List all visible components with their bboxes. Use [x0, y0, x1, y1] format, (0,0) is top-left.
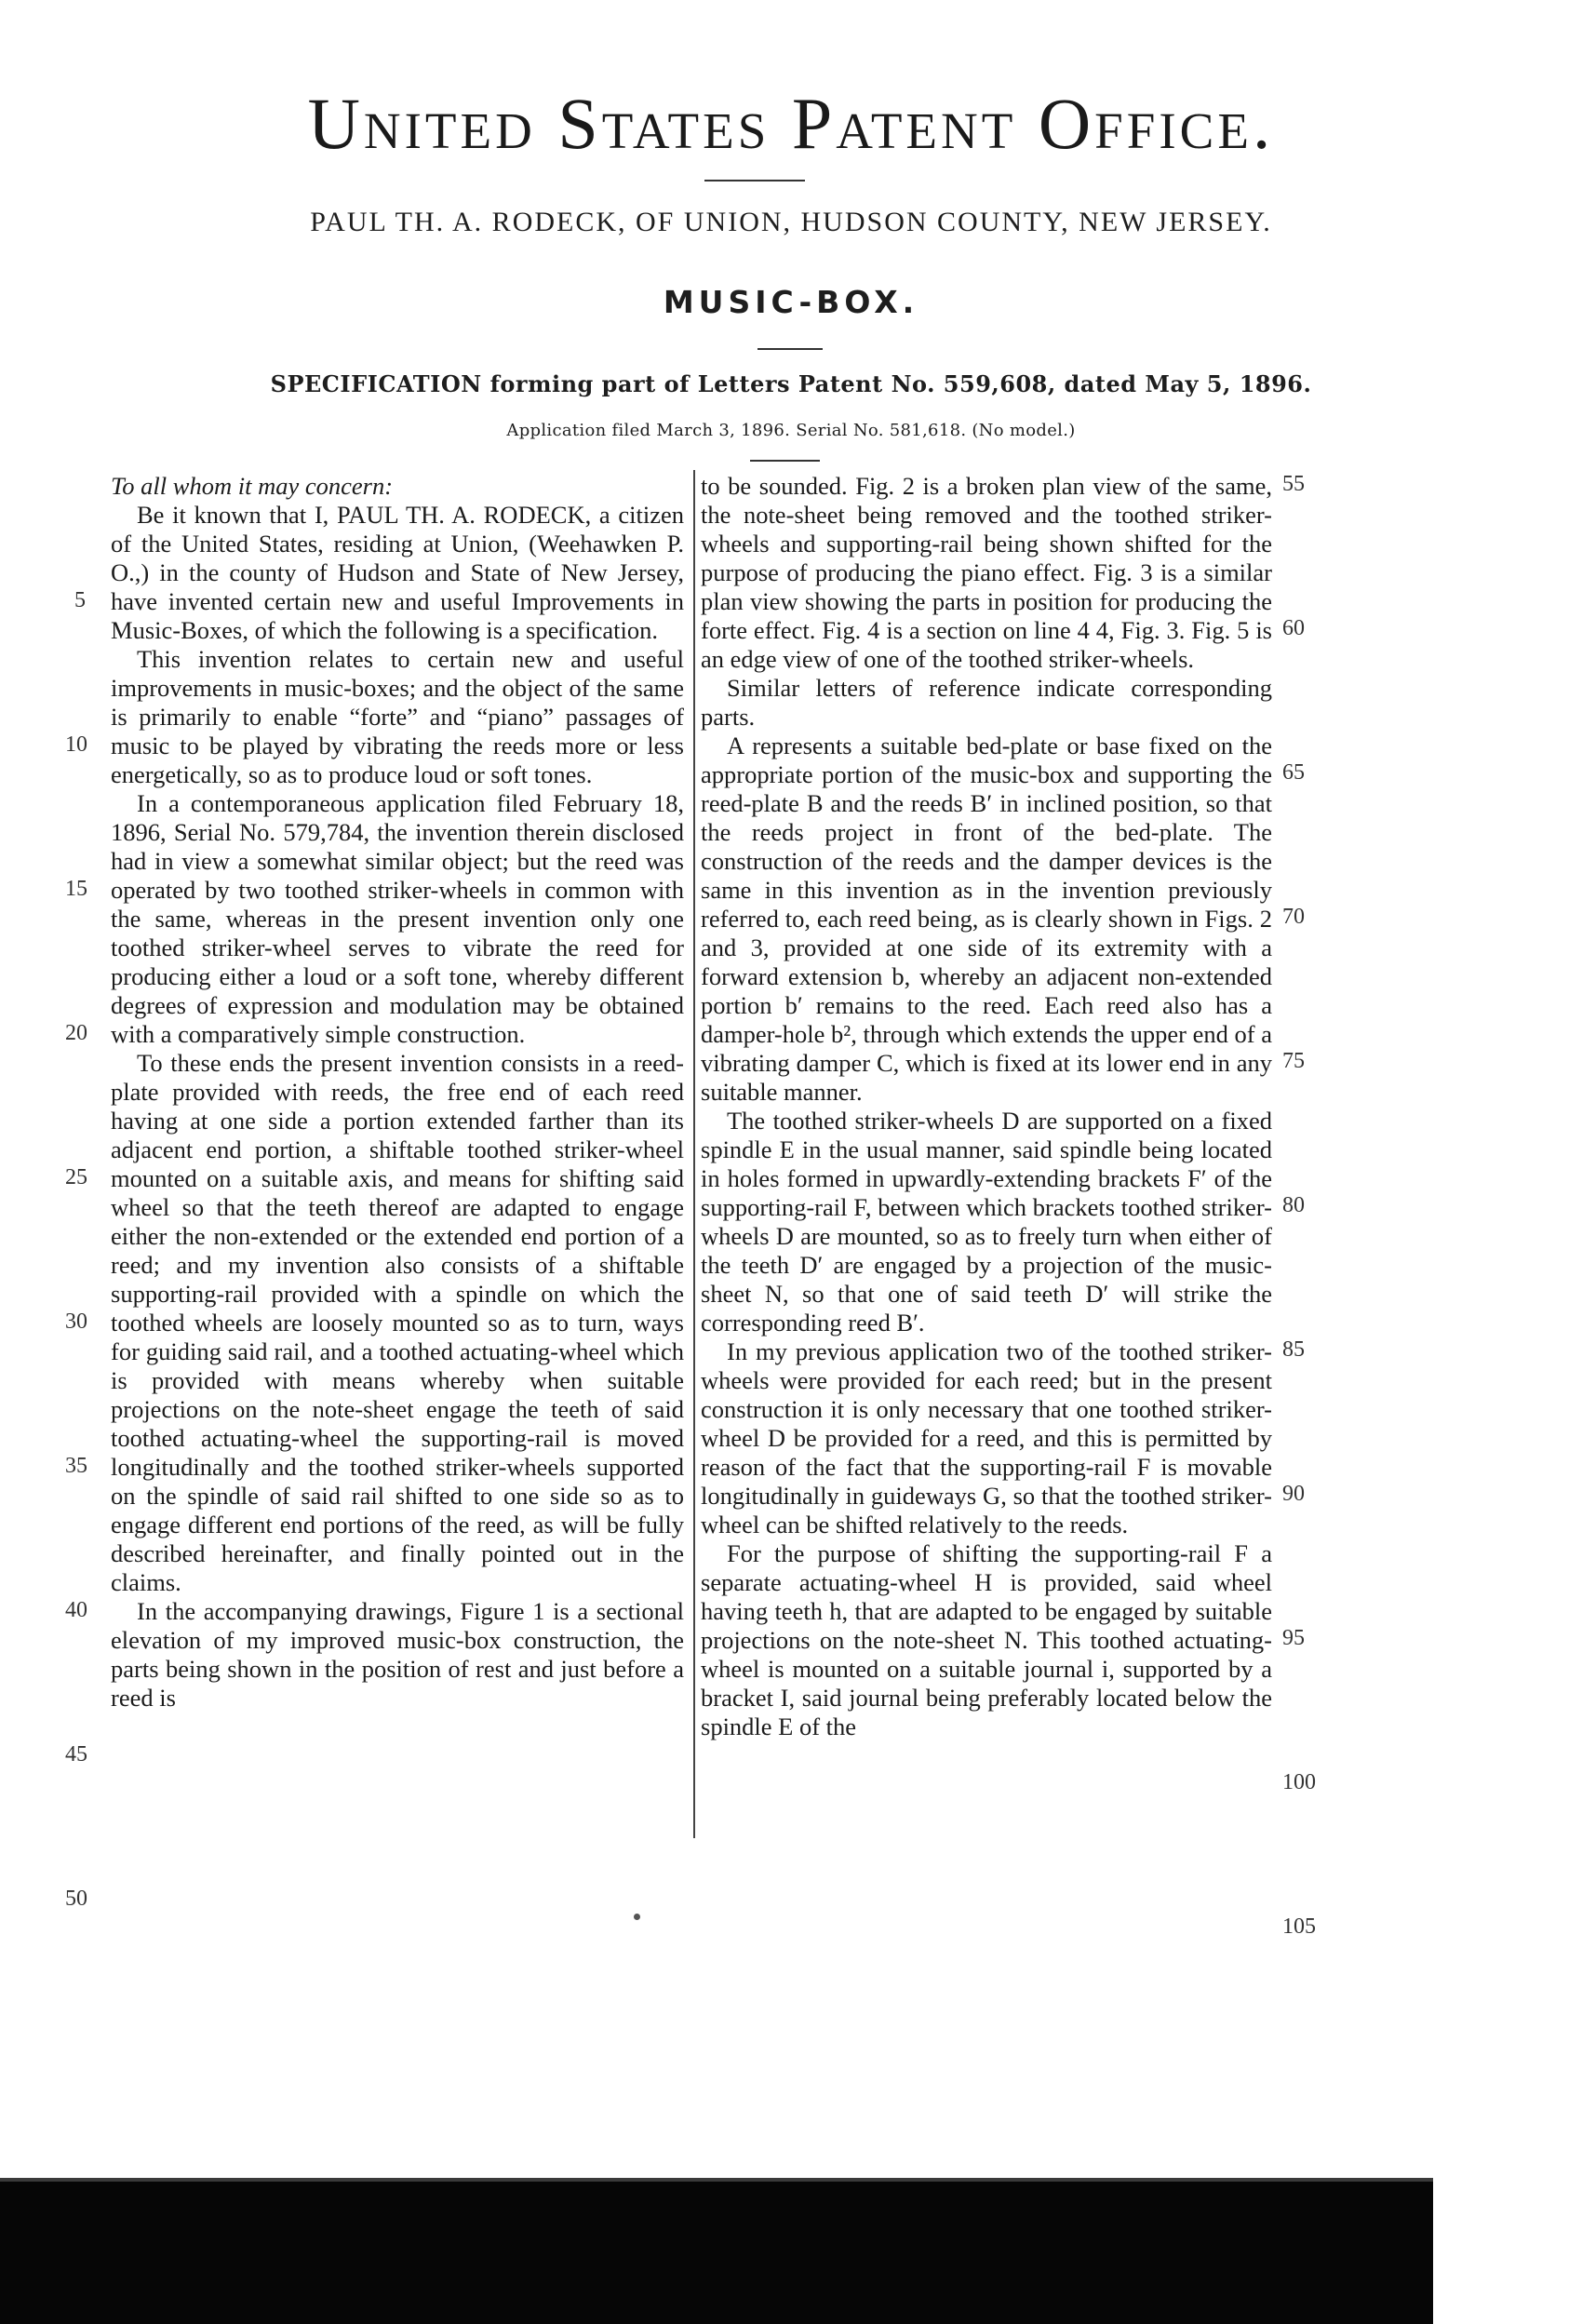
- patent-office-title: United States Patent Office.: [307, 83, 1275, 164]
- line-number: 55: [1282, 472, 1305, 496]
- scan-edge-highlight: [0, 2178, 1433, 2182]
- paragraph: Be it known that I, PAUL TH. A. RODECK, a citizen of the United States, residing at Union, (Weehawken P. O.,) in the county of Hudson and State of New Jersey, have invented certain new and useful Improvements in Music-Boxes, of which the following is a specification.: [111, 501, 684, 644]
- inventor-line: PAUL TH. A. RODECK, OF UNION, HUDSON COUNTY, NEW JERSEY.: [310, 207, 1272, 237]
- paragraph: The toothed striker-wheels D are supported on a fixed spindle E in the usual manner, said spindle being located in holes formed in upwardly-extending brackets F′ of the supporting-rail F, between which brackets toothed striker-wheels D are mounted, so as to freely turn when either of the teeth D′ are engaged by a projection of the music-sheet N, so that one of said teeth D′ will strike the corresponding reed B′.: [701, 1107, 1272, 1337]
- paragraph: This invention relates to certain new and useful improvements in music-boxes; and the object of the same is primarily to enable “forte” and “piano” passages of music to be played by vibrating the reeds more or less energetically, so as to produce loud or soft tones.: [111, 645, 684, 788]
- line-number: 65: [1282, 760, 1305, 785]
- line-number: 20: [65, 1021, 87, 1045]
- line-number: 50: [65, 1887, 87, 1911]
- line-number: 95: [1282, 1626, 1305, 1650]
- right-column: [701, 472, 1272, 1741]
- application-rule: [750, 460, 820, 462]
- line-number: 30: [65, 1310, 87, 1334]
- paragraph: A represents a suitable bed-plate or base fixed on the appropriate portion of the music-box and supporting the reed-plate B and the reeds B′ in inclined position, so that the reeds project in front of the bed-plate. The construction of the reeds and the damper devices is the same in this invention as in the invention previously referred to, each reed being, as is clearly shown in Figs. 2 and 3, provided at one side of its extremity with a forward extension b, whereby an adjacent non-extended portion b′ remains to the reed. Each reed also has a damper-hole b², through which extends the upper end of a vibrating damper C, which is fixed at its lower end in any suitable manner.: [701, 732, 1272, 1106]
- line-number: 10: [65, 732, 87, 757]
- paragraph: Similar letters of reference indicate corresponding parts.: [701, 674, 1272, 731]
- line-number: 15: [65, 877, 87, 901]
- application-line: Application filed March 3, 1896. Serial No. 581,618. (No model.): [506, 421, 1076, 440]
- paragraph: In my previous application two of the toothed striker-wheels were provided for each reed; but in the present construction it is only necessary that one toothed striker-wheel D be provided for a reed, and this is permitted by reason of the fact that the supporting-rail F is movable longitudinally in guideways G, so that the toothed striker-wheel can be shifted relatively to the reeds.: [701, 1337, 1272, 1538]
- scan-edge-band: [0, 2178, 1433, 2324]
- line-number: 100: [1282, 1770, 1316, 1794]
- line-number: 45: [65, 1742, 87, 1767]
- paragraph: For the purpose of shifting the supporting-rail F a separate actuating-wheel H is provided, said wheel having teeth h, that are adapted to be engaged by suitable projections on the note-sheet N. This toothed actuating-wheel is mounted on a suitable journal i, supported by a bracket I, said journal being preferably located below the spindle E of the: [701, 1539, 1272, 1740]
- line-number: 105: [1282, 1914, 1316, 1939]
- title-rule: [704, 180, 805, 181]
- line-number: 90: [1282, 1482, 1305, 1506]
- line-number: 35: [65, 1454, 87, 1478]
- paragraph: To these ends the present invention consists in a reed-plate provided with reeds, the free end of each reed having at one side a portion extended farther than its adjacent end portion, a shiftable toothed striker-wheel mounted on a suitable axis, and means for shifting said wheel so that the teeth thereof are adapted to engage either the non-extended or the extended end portion of a reed; and my invention also consists of a shiftable supporting-rail provided with a spindle on which the toothed wheels are loosely mounted so as to turn, ways for guiding said rail, and a toothed actuating-wheel which is provided with means whereby when suitable projections on the note-sheet engage the teeth of said toothed actuating-wheel the supporting-rail is moved longitudinally and the toothed striker-wheels supported on the spindle of said rail shifted to one side so as to engage different end portions of the reed, as will be fully described hereinafter, and finally pointed out in the claims.: [111, 1049, 684, 1596]
- column-divider: [693, 470, 695, 1838]
- paragraph: to be sounded. Fig. 2 is a broken plan view of the same, the note-sheet being removed and the toothed striker-wheels and supporting-rail being shown shifted for the purpose of producing the piano effect. Fig. 3 is a similar plan view showing the parts in position for producing the forte effect. Fig. 4 is a section on line 4 4, Fig. 3. Fig. 5 is an edge view of one of the toothed striker-wheels.: [701, 472, 1272, 673]
- line-number: 5: [74, 588, 86, 612]
- line-number: 80: [1282, 1193, 1305, 1217]
- invention-title-rule: [757, 348, 823, 350]
- paragraph: In the accompanying drawings, Figure 1 is a sectional elevation of my improved music-box construction, the parts being shown in the position of rest and just before a reed is: [111, 1597, 684, 1712]
- left-column: [111, 472, 684, 1713]
- line-number: 70: [1282, 905, 1305, 929]
- line-number: 75: [1282, 1049, 1305, 1073]
- invention-title: MUSIC-BOX.: [663, 284, 919, 320]
- line-number: 60: [1282, 616, 1305, 640]
- salutation: To all whom it may concern:: [111, 472, 394, 500]
- page-dot: [634, 1914, 640, 1920]
- line-number: 25: [65, 1165, 87, 1189]
- specification-line: SPECIFICATION forming part of Letters Patent No. 559,608, dated May 5, 1896.: [270, 370, 1312, 397]
- paragraph: In a contemporaneous application filed February 18, 1896, Serial No. 579,784, the invention therein disclosed had in view a somewhat similar object; but the reed was operated by two toothed striker-wheels in common with the same, whereas in the present invention only one toothed striker-wheel serves to vibrate the reed for producing either a loud or a soft tone, whereby different degrees of expression and modulation may be obtained with a comparatively simple construction.: [111, 789, 684, 1048]
- line-number: 40: [65, 1598, 87, 1622]
- line-number: 85: [1282, 1337, 1305, 1362]
